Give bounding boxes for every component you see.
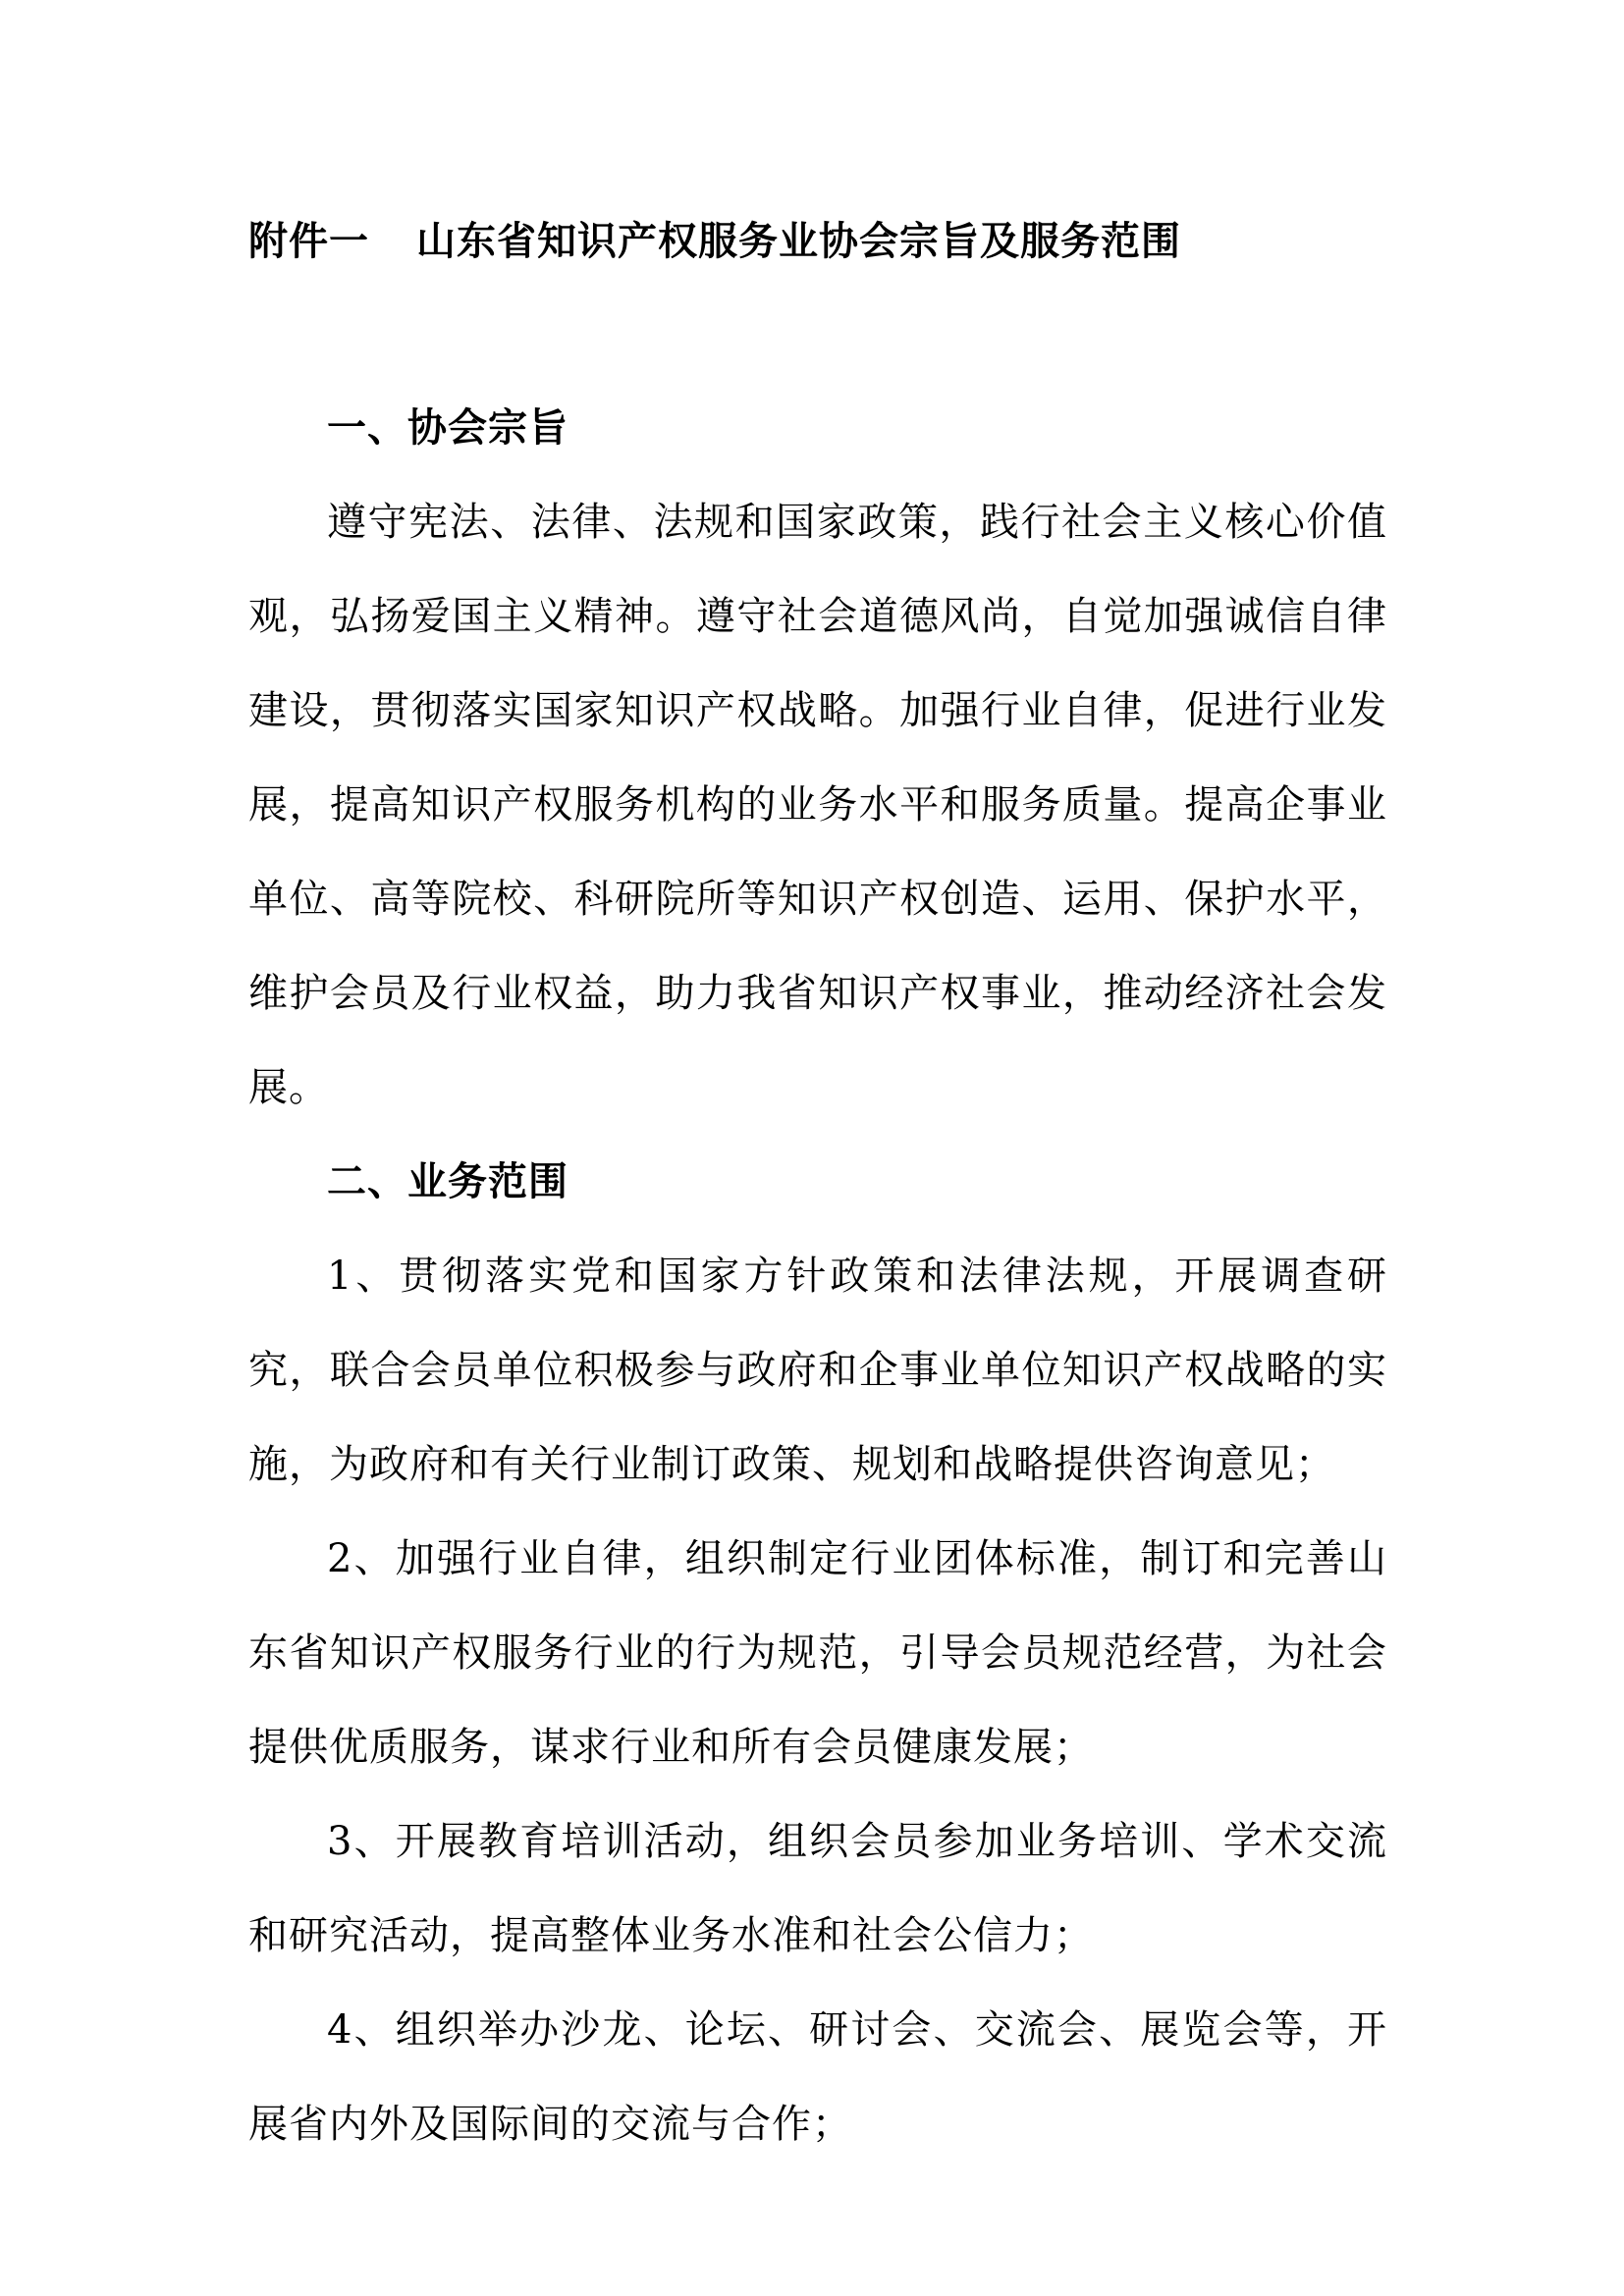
scope-item-3: 3、开展教育培训活动，组织会员参加业务培训、学术交流和研究活动，提高整体业务水准和社会公信力； [248,1819,1387,1958]
section-heading-scope: 二、业务范围 [327,1158,568,1204]
title-prefix: 附件一 [248,218,369,264]
scope-item-1: 1、贯彻落实党和国家方针政策和法律法规，开展调查研究，联合会员单位积极参与政府和企事业单位知识产权战略的实施，为政府和有关行业制订政策、规划和战略提供咨询意见； [248,1254,1387,1487]
document-title [248,210,1181,266]
document-body [248,381,1387,2171]
scope-item-4: 4、组织举办沙龙、论坛、研讨会、交流会、展览会等，开展省内外及国际间的交流与合作； [248,2007,1387,2147]
scope-item-2: 2、加强行业自律，组织制定行业团体标准，制订和完善山东省知识产权服务行业的行为规范，引导会员规范经营，为社会提供优质服务，谋求行业和所有会员健康发展； [248,1536,1387,1770]
section-heading-purpose: 一、协会宗旨 [327,404,568,451]
paragraph-purpose: 遵守宪法、法律、法规和国家政策，践行社会主义核心价值观，弘扬爱国主义精神。遵守社会道德风尚，自觉加强诚信自律建设，贯彻落实国家知识产权战略。加强行业自律，促进行业发展，提高知识产权服务机构的业务水平和服务质量。提高企事业单位、高等院校、科研院所等知识产权创造、运用、保护水平，维护会员及行业权益，助力我省知识产权事业，推动经济社会发展。 [248,500,1387,1110]
title-main: 山东省知识产权服务业协会宗旨及服务范围 [416,218,1181,264]
